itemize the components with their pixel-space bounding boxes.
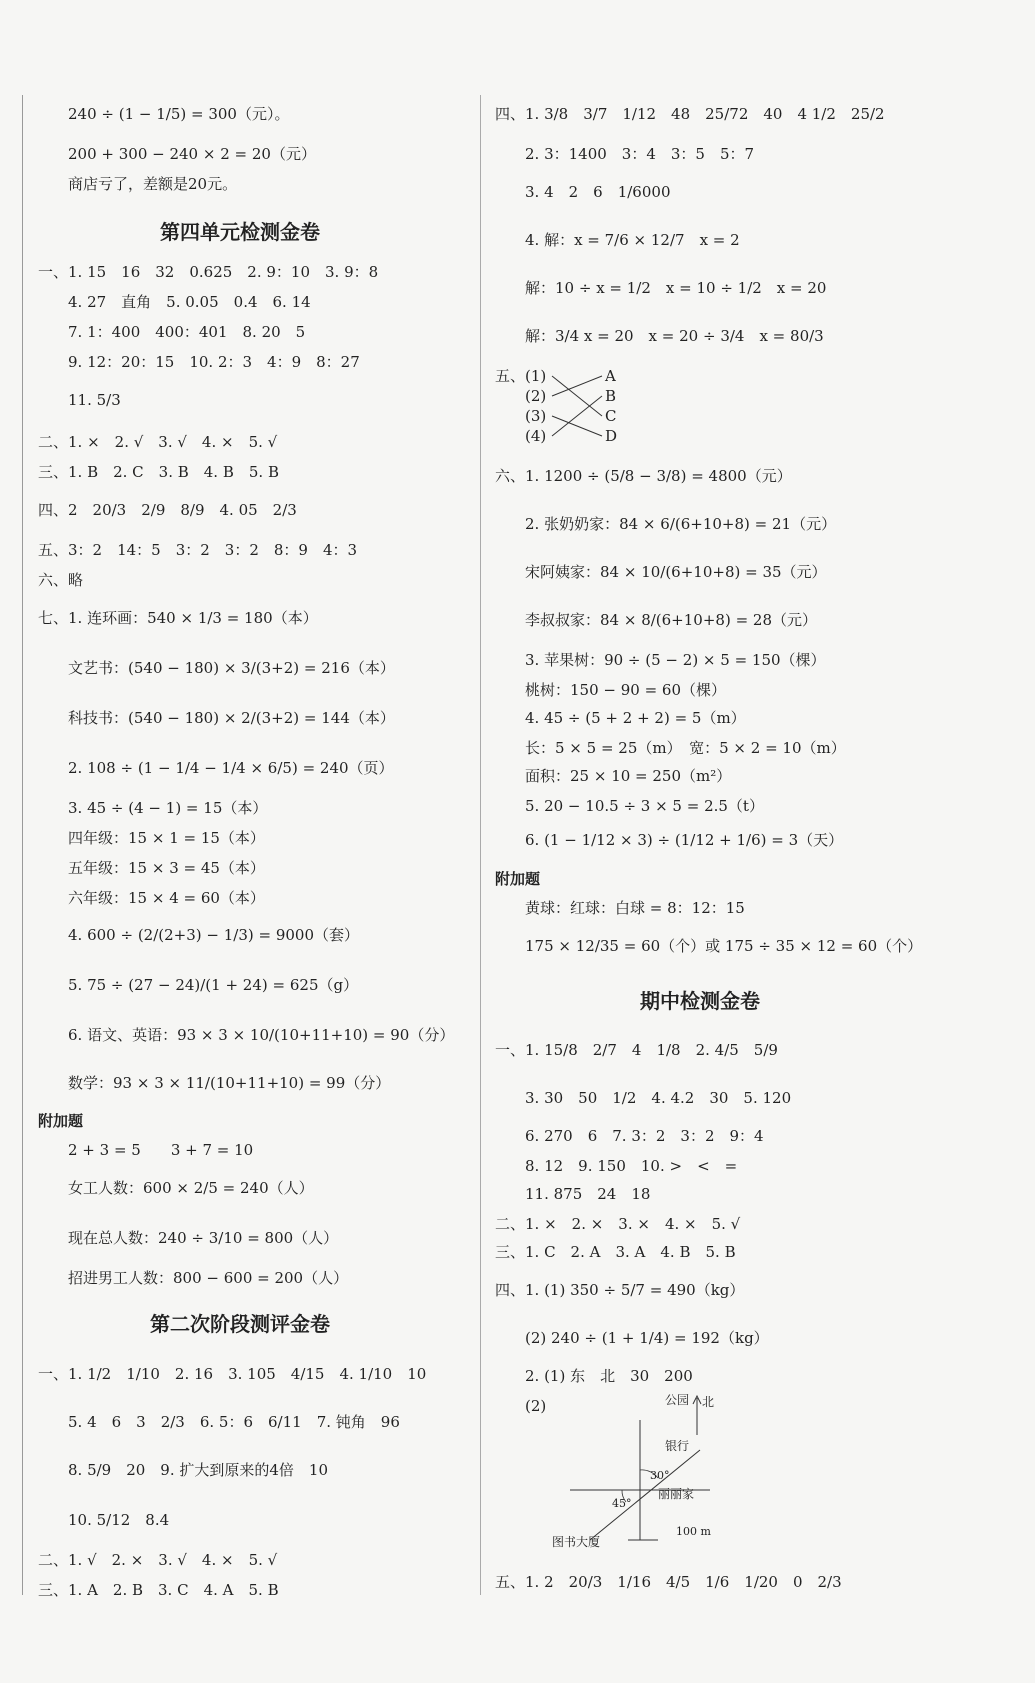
match-right-c: C — [605, 407, 617, 425]
map-label-home: 丽丽家 — [658, 1487, 695, 1501]
answer-line: 4. 解：x = 7/6 × 12/7 x = 2 — [525, 231, 740, 249]
answer-line: 9. 12：20：15 10. 2：3 4：9 8：27 — [68, 353, 360, 371]
answer-line: 一、1. 15 16 32 0.625 2. 9：10 3. 9：8 — [38, 263, 379, 281]
text-line: 商店亏了，差额是20元。 — [68, 175, 238, 193]
section-title-unit4: 第四单元检测金卷 — [160, 220, 320, 244]
answer-line: 长：5 × 5 = 25（m） 宽：5 × 2 = 10（m） — [525, 739, 846, 757]
answer-line: 四、1. (1) 350 ÷ 5/7 = 490（kg） — [495, 1281, 745, 1299]
section-title-stage2: 第二次阶段测评金卷 — [150, 1312, 330, 1336]
answer-line: 二、1. × 2. √ 3. √ 4. × 5. √ — [38, 433, 278, 451]
answer-line: 5. 4 6 3 2/3 6. 5：6 6/11 7. 钝角 96 — [68, 1413, 400, 1431]
match-left-4: (4) — [525, 427, 547, 445]
text-line: 200 + 300 − 240 × 2 = 20（元） — [68, 145, 316, 163]
answer-line: 10. 5/12 8.4 — [68, 1511, 170, 1529]
answer-line: 解：3/4 x = 20 x = 20 ÷ 3/4 x = 80/3 — [525, 327, 824, 345]
map-label-angle45: 45° — [612, 1497, 632, 1510]
answer-line: 宋阿姨家：84 × 10/(6+10+8) = 35（元） — [525, 563, 827, 581]
answer-line: 4. 45 ÷ (5 + 2 + 2) = 5（m） — [525, 709, 746, 727]
match-right-a: A — [605, 367, 616, 385]
map-label-north: 北 — [702, 1395, 715, 1409]
match-right-b: B — [605, 387, 617, 405]
answer-line: 解：10 ÷ x = 1/2 x = 10 ÷ 1/2 x = 20 — [525, 279, 827, 297]
answer-line: 招进男工人数：800 − 600 = 200（人） — [68, 1269, 349, 1287]
answer-line: 二、1. √ 2. × 3. √ 4. × 5. √ — [38, 1551, 278, 1569]
answer-line: 6. 270 6 7. 3：2 3：2 9：4 — [525, 1127, 764, 1145]
answer-line: 2. (1) 东 北 30 200 — [525, 1367, 693, 1385]
answer-line: 11. 5/3 — [68, 391, 121, 409]
answer-line: 女工人数：600 × 2/5 = 240（人） — [68, 1179, 314, 1197]
answer-line: 四、1. 3/8 3/7 1/12 48 25/72 40 4 1/2 25/2 — [495, 105, 885, 123]
map-label-scale: 100 m — [676, 1525, 711, 1538]
answer-line: 七、1. 连环画：540 × 1/3 = 180（本） — [38, 609, 318, 627]
answer-line: 一、1. 15/8 2/7 4 1/8 2. 4/5 5/9 — [495, 1041, 778, 1059]
answer-line: 2. 张奶奶家：84 × 6/(6+10+8) = 21（元） — [525, 515, 837, 533]
answer-line: 4. 27 直角 5. 0.05 0.4 6. 14 — [68, 293, 311, 311]
answer-line: 四年级：15 × 1 = 15（本） — [68, 829, 265, 847]
answer-line: 4. 600 ÷ (2/(2+3) − 1/3) = 9000（套） — [68, 926, 359, 944]
answer-line: 11. 875 24 18 — [525, 1185, 651, 1203]
match-section-label: 五、 — [495, 367, 526, 385]
answer-line: 现在总人数：240 ÷ 3/10 = 800（人） — [68, 1229, 339, 1247]
matching-lines — [550, 366, 610, 451]
answer-line: 五年级：15 × 3 = 45（本） — [68, 859, 265, 877]
answer-line: 5. 20 − 10.5 ÷ 3 × 5 = 2.5（t） — [525, 797, 764, 815]
answer-line: 一、1. 1/2 1/10 2. 16 3. 105 4/15 4. 1/10 10 — [38, 1365, 427, 1383]
section-title-midterm: 期中检测金卷 — [640, 989, 760, 1013]
map-label-library: 图书大厦 — [552, 1535, 601, 1549]
answer-line: 7. 1：400 400：401 8. 20 5 — [68, 323, 306, 341]
answer-line: 三、1. A 2. B 3. C 4. A 5. B — [38, 1581, 279, 1599]
answer-line: 3. 苹果树：90 ÷ (5 − 2) × 5 = 150（棵） — [525, 651, 826, 669]
answer-line: 文艺书：(540 − 180) × 3/(3+2) = 216（本） — [68, 659, 395, 677]
answer-line: 黄球：红球：白球 = 8：12：15 — [525, 899, 745, 917]
column-divider — [480, 95, 481, 1595]
match-left-1: (1) — [525, 367, 547, 385]
answer-line: (2) 240 ÷ (1 + 1/4) = 192（kg） — [525, 1329, 769, 1347]
answer-line: 8. 5/9 20 9. 扩大到原来的4倍 10 — [68, 1461, 329, 1479]
answer-line: (2) — [525, 1397, 547, 1415]
answer-line: 6. (1 − 1/12 × 3) ÷ (1/12 + 1/6) = 3（天） — [525, 831, 844, 849]
map-label-angle30: 30° — [650, 1469, 670, 1482]
answer-line: 3. 45 ÷ (4 − 1) = 15（本） — [68, 799, 268, 817]
answer-line: 2. 3：1400 3：4 3：5 5：7 — [525, 145, 755, 163]
answer-line: 李叔叔家：84 × 8/(6+10+8) = 28（元） — [525, 611, 817, 629]
answer-line: 面积：25 × 10 = 250（m²） — [525, 767, 732, 785]
answer-line: 六、略 — [38, 571, 84, 589]
answer-line: 五、1. 2 20/3 1/16 4/5 1/6 1/20 0 2/3 — [495, 1573, 842, 1591]
answer-line: 四、2 20/3 2/9 8/9 4. 05 2/3 — [38, 501, 297, 519]
match-right-d: D — [605, 427, 618, 445]
answer-line: 3. 30 50 1/2 4. 4.2 30 5. 120 — [525, 1089, 792, 1107]
extra-questions-heading: 附加题 — [495, 870, 541, 888]
answer-line: 桃树：150 − 90 = 60（棵） — [525, 681, 727, 699]
answer-line: 三、1. B 2. C 3. B 4. B 5. B — [38, 463, 279, 481]
answer-line: 175 × 12/35 = 60（个）或 175 ÷ 35 × 12 = 60（个） — [525, 937, 923, 955]
answer-line: 2. 108 ÷ (1 − 1/4 − 1/4 × 6/5) = 240（页） — [68, 759, 394, 777]
answer-line: 科技书：(540 − 180) × 2/(3+2) = 144（本） — [68, 709, 395, 727]
text-line: 240 ÷ (1 − 1/5) = 300（元）。 — [68, 105, 290, 123]
answer-line: 三、1. C 2. A 3. A 4. B 5. B — [495, 1243, 736, 1261]
map-label-park: 公园 — [665, 1393, 690, 1407]
left-margin-rule — [22, 95, 23, 1595]
match-left-3: (3) — [525, 407, 547, 425]
answer-line: 六年级：15 × 4 = 60（本） — [68, 889, 265, 907]
answer-line: 数学：93 × 3 × 11/(10+11+10) = 99（分） — [68, 1074, 391, 1092]
answer-line: 六、1. 1200 ÷ (5/8 − 3/8) = 4800（元） — [495, 467, 792, 485]
answer-line: 二、1. × 2. × 3. × 4. × 5. √ — [495, 1215, 741, 1233]
match-left-2: (2) — [525, 387, 547, 405]
answer-line: 5. 75 ÷ (27 − 24)/(1 + 24) = 625（g） — [68, 976, 359, 994]
answer-line: 8. 12 9. 150 10. > < = — [525, 1157, 738, 1175]
answer-line: 6. 语文、英语：93 × 3 × 10/(10+11+10) = 90（分） — [68, 1026, 455, 1044]
answer-line: 五、3：2 14：5 3：2 3：2 8：9 4：3 — [38, 541, 358, 559]
map-label-bank: 银行 — [665, 1439, 690, 1453]
extra-questions-heading: 附加题 — [38, 1112, 84, 1130]
answer-line: 3. 4 2 6 1/6000 — [525, 183, 671, 201]
answer-line: 2 + 3 = 5 3 + 7 = 10 — [68, 1141, 254, 1159]
